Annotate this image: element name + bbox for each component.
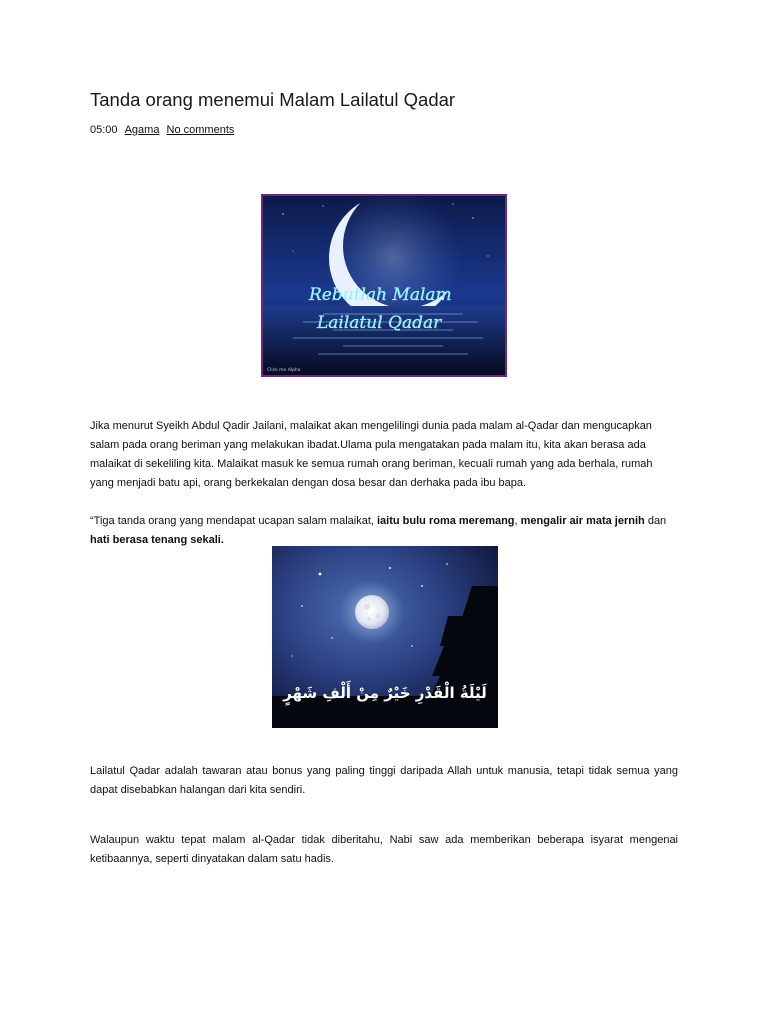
arabic-calligraphy: لَيْلَةُ الْقَدْرِ خَيْرٌ مِنْ أَلْفِ شَهْرٍ [283,684,487,702]
paragraph-1: Jika menurut Syeikh Abdul Qadir Jailani, malaikat akan mengelilingi dunia pada malam al-Qadar dan mengucapkan salam pada orang beriman yang melakukan ibadat.Ulama pula mengatakan pada malam itu, kita akan berasa ada malaikat di sekeliling kita. Malaikat masuk ke semua rumah orang beriman, kecuali rumah yang ada berhala, rumah yang menjadi batu api, orang berkekalan dengan dosa besar dan derhaka pada ibu bapa. [90,420,653,489]
sign-2: mengalir air mata jernih [520,515,645,527]
paragraph-2 [90,512,678,550]
post-title: Tanda orang menemui Malam Lailatul Qadar [90,89,456,110]
category-link[interactable]: Agama [124,124,160,136]
paragraph-2-intro: “Tiga tanda orang yang mendapat ucapan salam malaikat, [90,515,377,527]
night-moon-calligraphy-image [272,546,498,728]
paragraph-4: Walaupun waktu tepat malam al-Qadar tidak diberitahu, Nabi saw ada memberikan beberapa isyarat mengenai ketibaannya, seperti dinyatakan dalam satu hadis. [90,834,678,865]
comments-link[interactable]: No comments [166,124,235,136]
banner-credit: Click me Alpha [267,368,301,373]
paragraph-2-sep1: , [514,515,521,527]
banner-caption-line2: Lailatul Qadar [317,313,442,333]
banner-caption-line1: Rebutlah Malam [309,285,452,305]
sign-3: hati berasa tenang sekali. [90,534,224,546]
post-meta [90,124,234,136]
post-time: 05:00 [90,124,118,136]
paragraph-2-sep2: dan [644,515,667,527]
lailatul-qadar-banner-image [261,194,507,377]
paragraph-3: Lailatul Qadar adalah tawaran atau bonus yang paling tinggi daripada Allah untuk manusia, tetapi tidak semua yang dapat disebabkan halangan dari kita sendiri. [90,765,678,796]
sign-1: iaitu bulu roma meremang [377,515,515,527]
